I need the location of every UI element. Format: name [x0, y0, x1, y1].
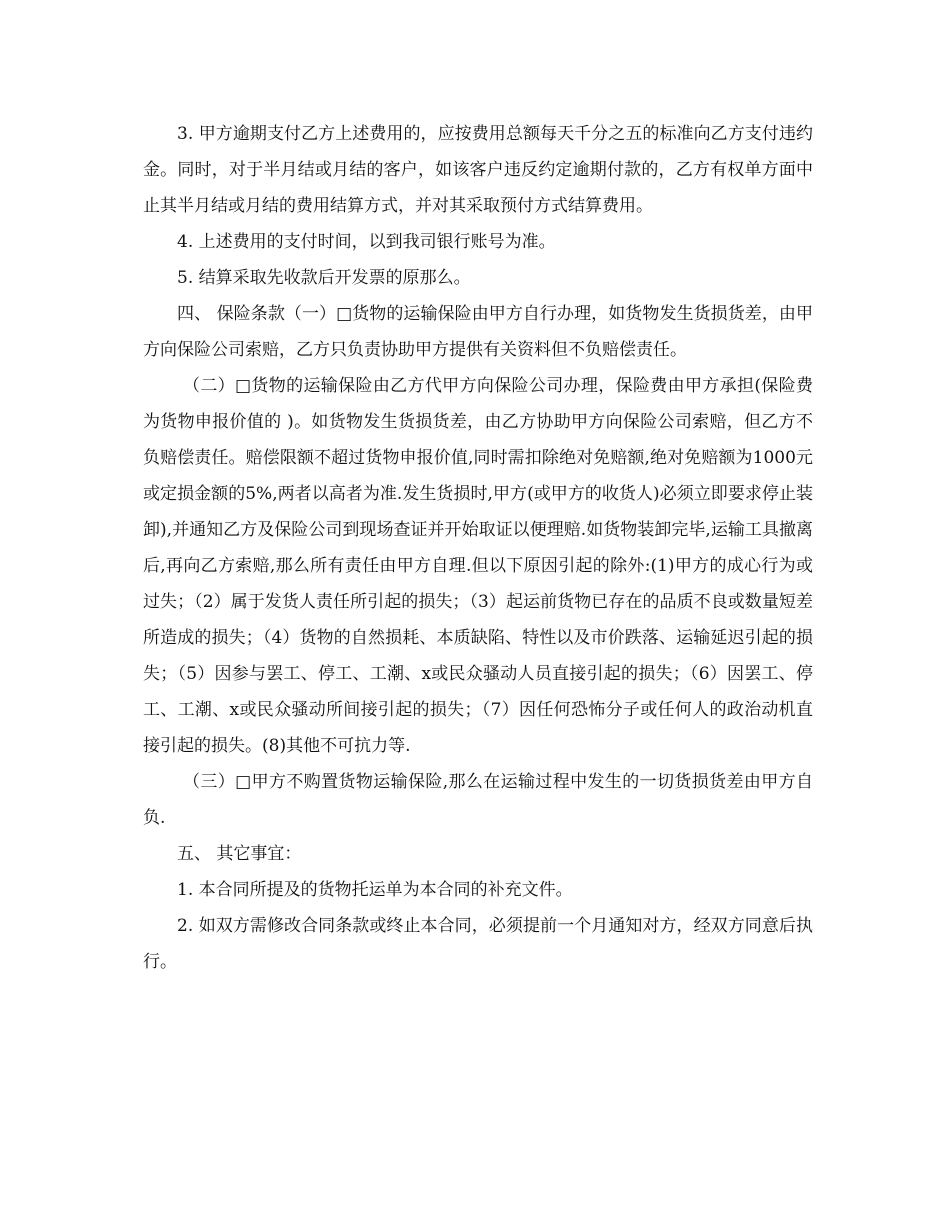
- clause-5-settlement: 5. 结算采取先收款后开发票的原那么。: [177, 268, 471, 288]
- document-body: [143, 116, 813, 980]
- insurance-option-3: （三）□甲方不购置货物运输保险,那么在运输过程中发生的一切货损货差由甲方自负.: [143, 772, 813, 828]
- clause-4-payment-time: 4. 上述费用的支付时间，以到我司银行账号为准。: [177, 232, 556, 252]
- section-5-heading: 五、 其它事宜：: [177, 844, 302, 864]
- other-clause-2: 2. 如双方需修改合同条款或终止本合同，必须提前一个月通知对方，经双方同意后执行。: [143, 916, 813, 972]
- insurance-option-2: （二）□货物的运输保险由乙方代甲方向保险公司办理，保险费由甲方承担(保险费为货物申报价值的 )。如货物发生货损货差，由乙方协助甲方向保险公司索赔，但乙方不负赔偿责任。赔偿限额不超过货物申报价值,同时需扣除绝对免赔额,绝对免赔额为1000元或定损金额的5%,两者以高者为准.发生货损时,甲方(或甲方的收货人)必须立即要求停止装卸),并通知乙方及保险公司到现场查证并开始取证以便理赔.如货物装卸完毕,运输工具撤离后,再向乙方索赔,那么所有责任由甲方自理.但以下原因引起的除外:(1)甲方的成心行为或过失；（2）属于发货人责任所引起的损失；（3）起运前货物已存在的品质不良或数量短差所造成的损失；（4）货物的自然损耗、本质缺陷、特性以及市价跌落、运输延迟引起的损失；（5）因参与罢工、停工、工潮、x或民众骚动人员直接引起的损失；（6）因罢工、停工、工潮、x或民众骚动所间接引起的损失；（7）因任何恐怖分子或任何人的政治动机直接引起的损失。(8)其他不可抗力等.: [143, 376, 813, 756]
- section-4-insurance-option-1: 四、 保险条款（一）□货物的运输保险由甲方自行办理，如货物发生货损货差，由甲方向保险公司索赔，乙方只负责协助甲方提供有关资料但不负赔偿责任。: [143, 304, 813, 360]
- other-clause-1: 1. 本合同所提及的货物托运单为本合同的补充文件。: [177, 880, 573, 900]
- clause-3-late-payment: 3. 甲方逾期支付乙方上述费用的，应按费用总额每天千分之五的标准向乙方支付违约金。同时，对于半月结或月结的客户，如该客户违反约定逾期付款的，乙方有权单方面中止其半月结或月结的费用结算方式，并对其采取预付方式结算费用。: [143, 124, 813, 216]
